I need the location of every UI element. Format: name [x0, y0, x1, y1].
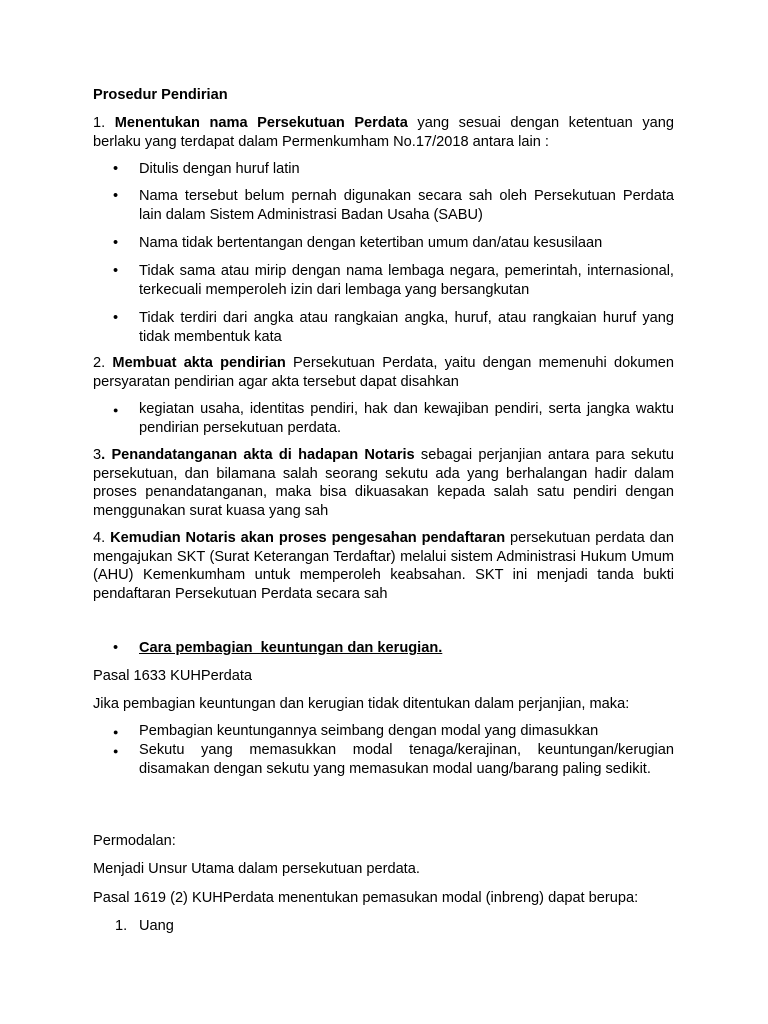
list-item: Tidak sama atau mirip dengan nama lembaga negara, pemerintah, internasional, terkecuali memperoleh izin dari lembaga yang bersangkutan [139, 263, 674, 298]
jika-paragraph: Jika pembagian keuntungan dan kerugian tidak ditentukan dalam perjanjian, maka: [93, 696, 630, 712]
step-1: 1. Menentukan nama Persekutuan Perdata yang sesuai dengan ketentuan yang berlaku yang terdapat dalam Permenkumham No.17/2018 antara lain : [93, 115, 674, 150]
unsur-paragraph: Menjadi Unsur Utama dalam persekutuan perdata. [93, 861, 420, 877]
bullet-icon [113, 400, 129, 420]
pasal-1633: Pasal 1633 KUHPerdata [93, 668, 253, 684]
list-item: Pembagian keuntungannya seimbang dengan modal yang dimasukkan [139, 723, 599, 739]
list-item: Sekutu yang memasukkan modal tenaga/kerajinan, keuntungan/kerugian disamakan dengan sekutu yang memasukan modal uang/barang paling sedikit. [139, 742, 674, 777]
list-item: Ditulis dengan huruf latin [139, 161, 300, 177]
bullet-icon [113, 639, 129, 658]
list-number: 1. [115, 918, 128, 934]
bullet-icon [113, 234, 129, 253]
list-item: Uang [139, 918, 174, 934]
pasal-1619: Pasal 1619 (2) KUHPerdata menentukan pemasukan modal (inbreng) dapat berupa: [93, 890, 639, 906]
list-item: Tidak terdiri dari angka atau rangkaian angka, huruf, atau rangkaian huruf yang tidak membentuk kata [139, 310, 674, 345]
bullet-icon [113, 187, 129, 206]
list-item: Nama tidak bertentangan dengan ketertiban umum dan/atau kesusilaan [139, 235, 603, 251]
list-item: Nama tersebut belum pernah digunakan secara sah oleh Persekutuan Perdata lain dalam Sistem Administrasi Badan Usaha (SABU) [139, 188, 674, 223]
step-2: 2. Membuat akta pendirian Persekutuan Perdata, yaitu dengan memenuhi dokumen persyaratan pendirian agar akta tersebut dapat disahkan [93, 355, 674, 390]
bullet-icon [113, 160, 129, 179]
bullet-icon [113, 262, 129, 281]
list-item: kegiatan usaha, identitas pendiri, hak dan kewajiban pendiri, serta jangka waktu pendirian persekutuan perdata. [139, 401, 674, 436]
step-4: 4. Kemudian Notaris akan proses pengesahan pendaftaran persekutuan perdata dan mengajukan SKT (Surat Keterangan Terdaftar) melalui sistem Administrasi Hukum Umum (AHU) Kemenkumham untuk memperoleh keabsahan. SKT ini menjadi tanda bukti pendaftaran Persekutuan Perdata secara sah [93, 530, 674, 602]
section-title: Prosedur Pendirian [93, 87, 228, 103]
cara-heading: Cara pembagian keuntungan dan kerugian. [139, 640, 443, 656]
bullet-icon [113, 309, 129, 328]
bullet-icon [113, 722, 129, 742]
permodalan-heading: Permodalan: [93, 833, 176, 849]
bullet-icon [113, 741, 129, 761]
step-3: 3. Penandatanganan akta di hadapan Notaris sebagai perjanjian antara para sekutu persekutuan, dan bilamana salah seorang sekutu ada yang berhalangan hadir dalam proses penandatanganan, maka bisa dikuasakan kepada salah satu pendiri dengan menggunakan surat kuasa yang sah [93, 447, 674, 519]
